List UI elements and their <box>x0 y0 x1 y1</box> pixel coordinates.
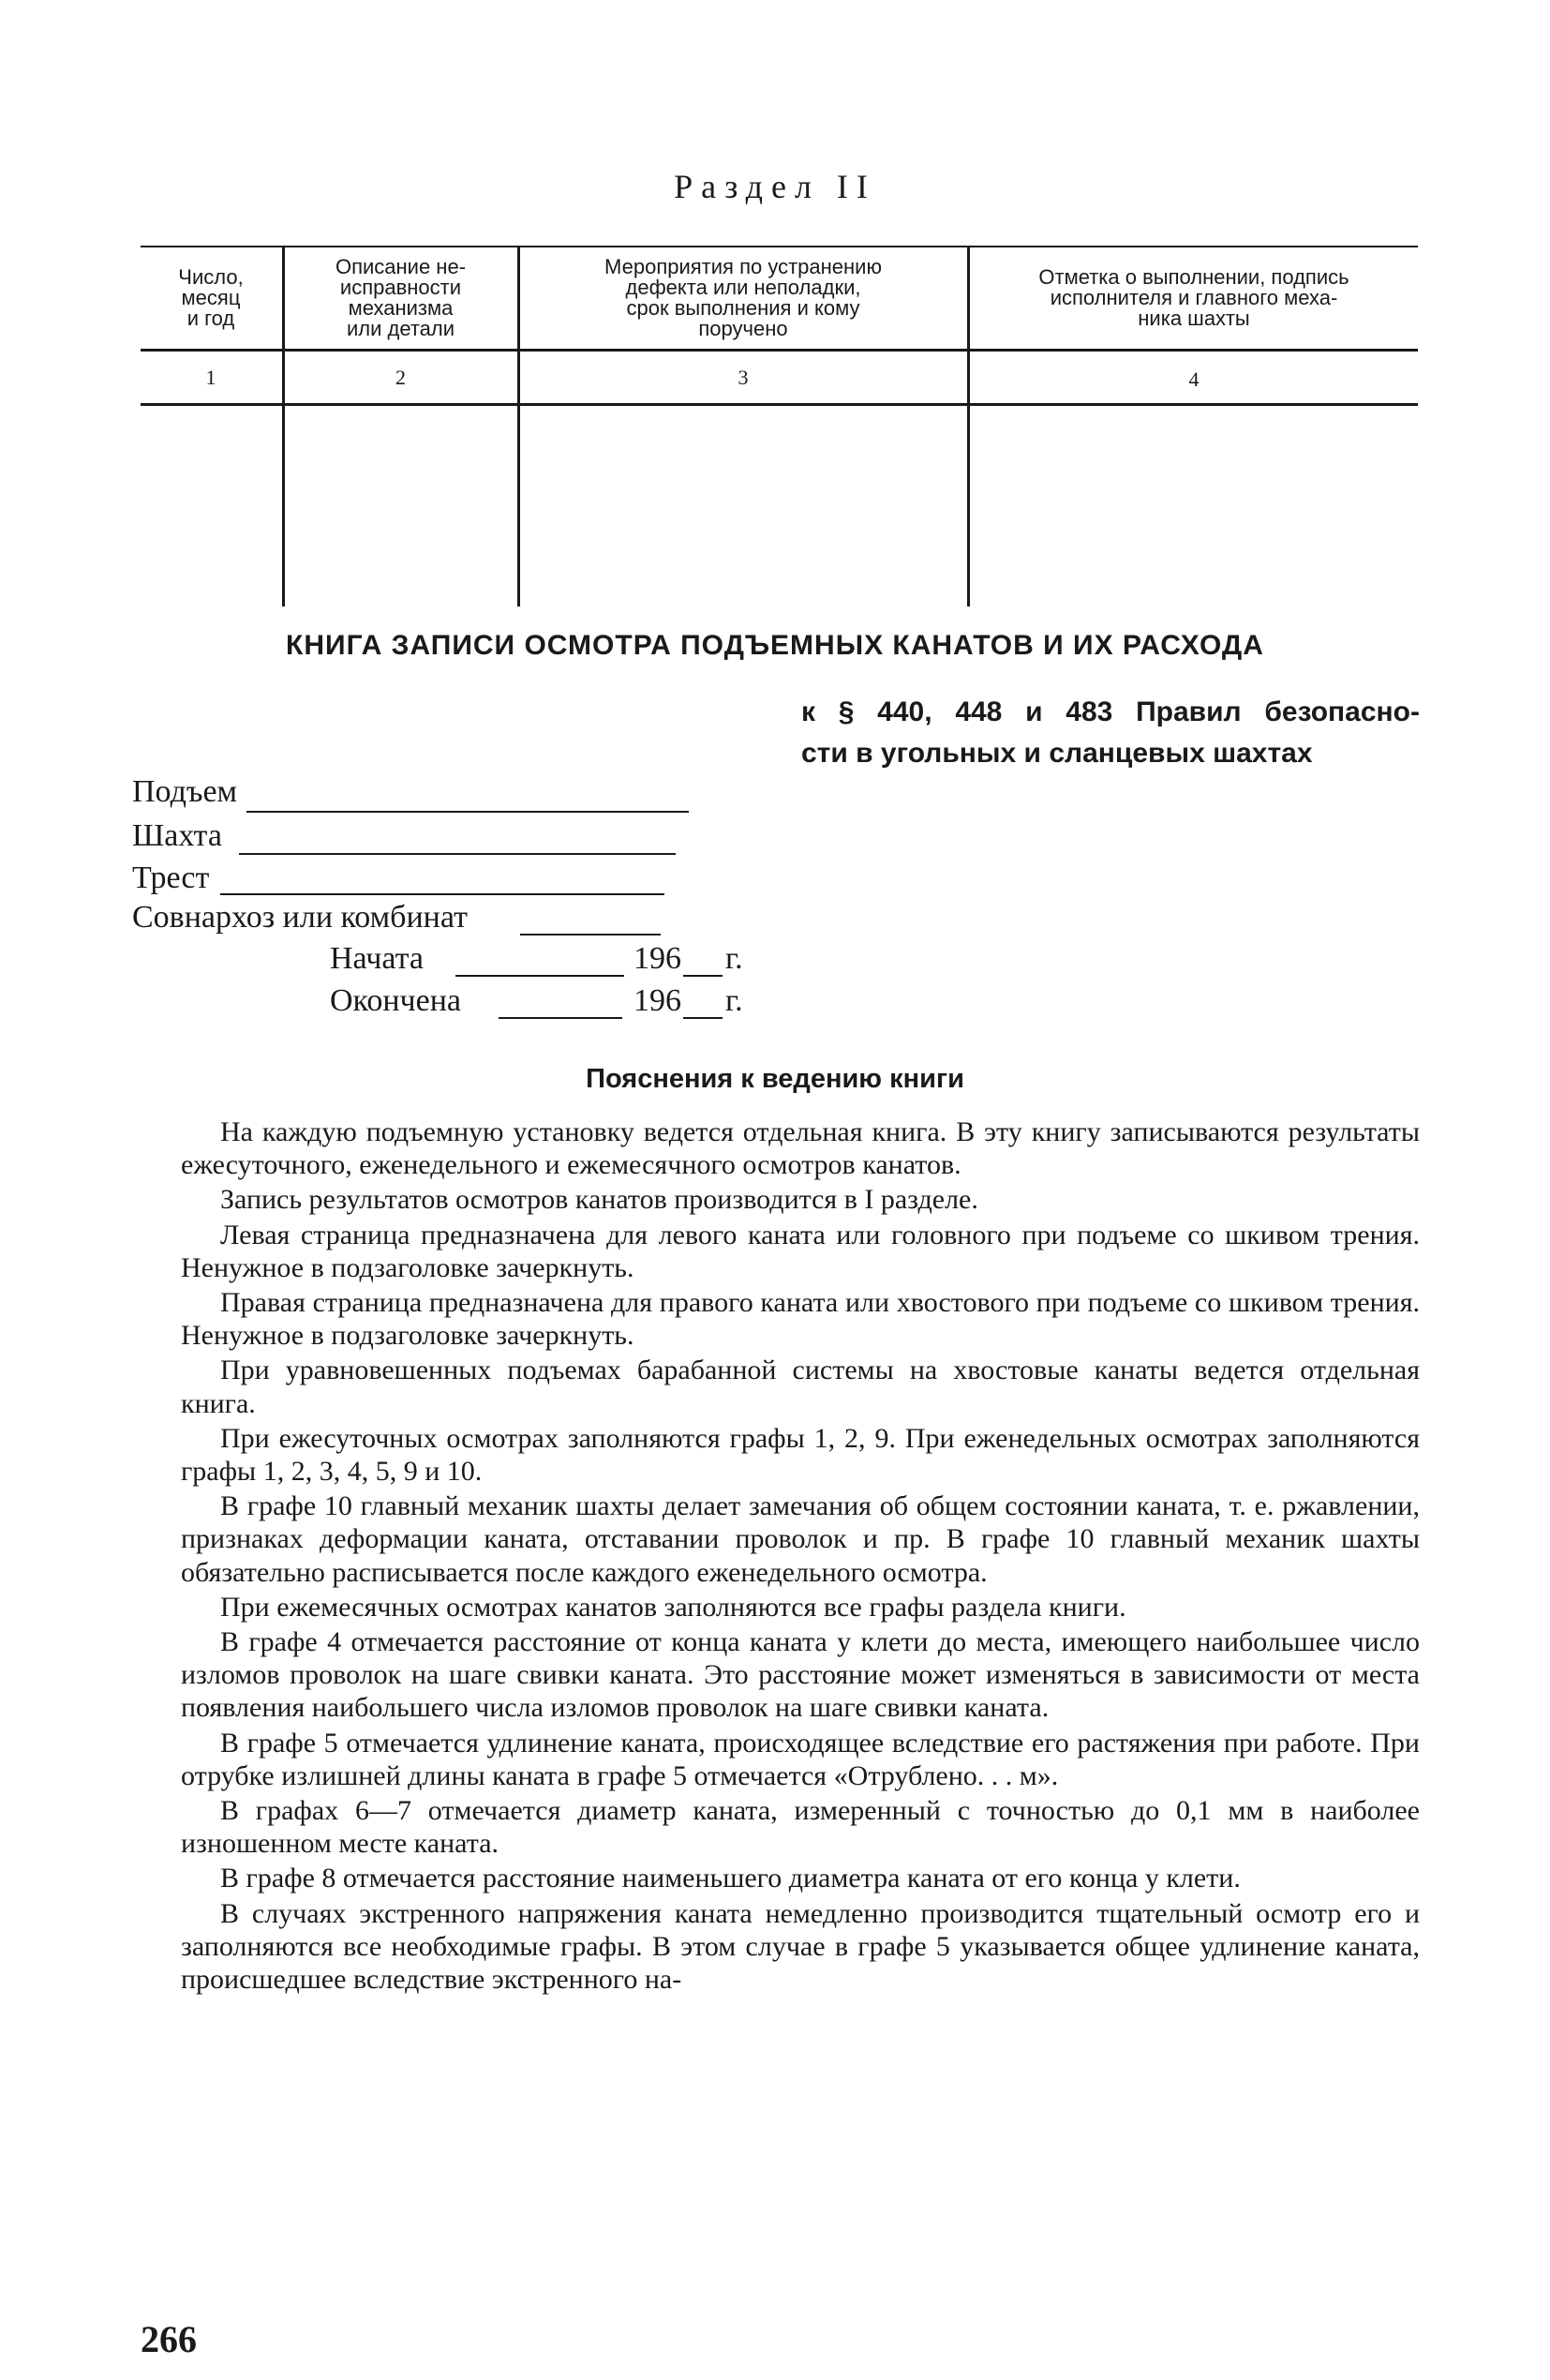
rules-reference-line-1: к § 440, 448 и 483 Правил безопасно- <box>801 696 1420 727</box>
trust-field-label: Трест <box>132 861 210 895</box>
notes-paragraph: На каждую подъемную установку ведется отдельная книга. В эту книгу записываются результаты ежесуточного, еженедельного и ежемесячного осмотров канатов. <box>181 1116 1420 1181</box>
notes-paragraph: Запись результатов осмотров канатов производится в I разделе. <box>220 1184 978 1216</box>
section-title: Раздел II <box>674 168 876 205</box>
table-col-number-3: 3 <box>738 366 749 389</box>
table-header-fault: Описание не- исправности механизма или детали <box>335 255 467 340</box>
started-year-prefix: 196 <box>633 941 681 976</box>
page-number: 266 <box>141 2318 197 2360</box>
notes-paragraph: При ежемесячных осмотрах канатов заполняются все графы раздела книги. <box>220 1591 1126 1623</box>
notes-title: Пояснения к ведению книги <box>586 1064 964 1094</box>
notes-paragraph: В графе 5 отмечается удлинение каната, происходящее вследствие его растяжения при работе. При отрубке излишней длины каната в графе 5 отмечается «Отрублено. . . м». <box>181 1727 1420 1791</box>
table-number-rule <box>141 403 1418 406</box>
mine-field-line <box>239 853 676 855</box>
started-field-line <box>455 975 624 977</box>
trust-field-line <box>220 893 664 895</box>
table-header-measures: Мероприятия по устранению дефекта или неполадки, срок выполнения и кому поручено <box>604 255 882 340</box>
table-col-number-1: 1 <box>205 366 216 389</box>
table-header-rule <box>141 349 1418 352</box>
mine-field-label: Шахта <box>132 818 222 853</box>
table-header-signature: Отметка о выполнении, подпись исполнителя и главного меха- ника шахты <box>1038 265 1349 330</box>
notes-body <box>181 1115 1420 1998</box>
book-title: КНИГА ЗАПИСИ ОСМОТРА ПОДЪЕМНЫХ КАНАТОВ И ИХ РАСХОДА <box>286 630 1264 661</box>
table-col-number-2: 2 <box>395 366 406 389</box>
notes-paragraph: Левая страница предназначена для левого каната или головного при подъеме со шкивом трения. Ненужное в подзаголовке зачеркнуть. <box>181 1219 1420 1283</box>
notes-paragraph: При уравновешенных подъемах барабанной системы на хвостовые канаты ведется отдельная книга. <box>181 1355 1420 1419</box>
notes-paragraph: В случаях экстренного напряжения каната немедленно производится тщательный осмотр его и заполняются все необходимые графы. В этом случае в графе 5 указывается общее удлинение каната, происшедшее вследствие экстренного на- <box>181 1897 1420 1996</box>
sovnarkhoz-field-line <box>520 934 661 936</box>
table-col-number-4: 4 <box>1188 367 1200 391</box>
notes-paragraph: При ежесуточных осмотрах заполняются графы 1, 2, 9. При еженедельных осмотрах заполняются графы 1, 2, 3, 4, 5, 9 и 10. <box>181 1422 1420 1488</box>
rules-reference-line-2: сти в угольных и сланцевых шахтах <box>801 738 1313 769</box>
rules-reference <box>801 692 1420 774</box>
lift-field-label: Подъем <box>132 774 238 809</box>
ended-year-suffix: г. <box>725 983 743 1018</box>
started-field-label: Начата <box>330 941 424 976</box>
notes-paragraph: В графе 10 главный механик шахты делает замечания об общем состоянии каната, т. е. ржавлении, признаках деформации каната, отставании проволок и пр. В графе 10 главный механик шахты обязательно расписывается после каждого еженедельного осмотра. <box>181 1490 1420 1588</box>
ended-year-prefix: 196 <box>633 983 681 1018</box>
lift-field-line <box>246 811 689 813</box>
notes-paragraph: В графах 6—7 отмечается диаметр каната, измеренный с точностью до 0,1 мм в наиболее изношенном месте каната. <box>181 1795 1420 1860</box>
started-year-line <box>683 975 723 977</box>
table-top-rule <box>141 246 1418 247</box>
ended-field-label: Окончена <box>330 983 462 1018</box>
sovnarkhoz-field-label: Совнархоз или комбинат <box>132 900 468 935</box>
ended-field-line <box>499 1017 622 1019</box>
notes-paragraph: В графе 8 отмечается расстояние наименьшего диаметра каната от его конца у клети. <box>220 1863 1241 1894</box>
ended-year-line <box>683 1017 723 1019</box>
started-year-suffix: г. <box>725 941 743 976</box>
notes-paragraph: В графе 4 отмечается расстояние от конца каната у клети до места, имеющего наибольшее число изломов проволок на шаге свивки каната. Это расстояние может изменяться в зависимости от места появления наибольшего числа изломов проволок на шаге свивки каната. <box>181 1626 1420 1724</box>
notes-paragraph: Правая страница предназначена для правого каната или хвостового при подъеме со шкивом трения. Ненужное в подзаголовке зачеркнуть. <box>181 1287 1420 1352</box>
table-header-date: Число, месяц и год <box>178 265 244 330</box>
